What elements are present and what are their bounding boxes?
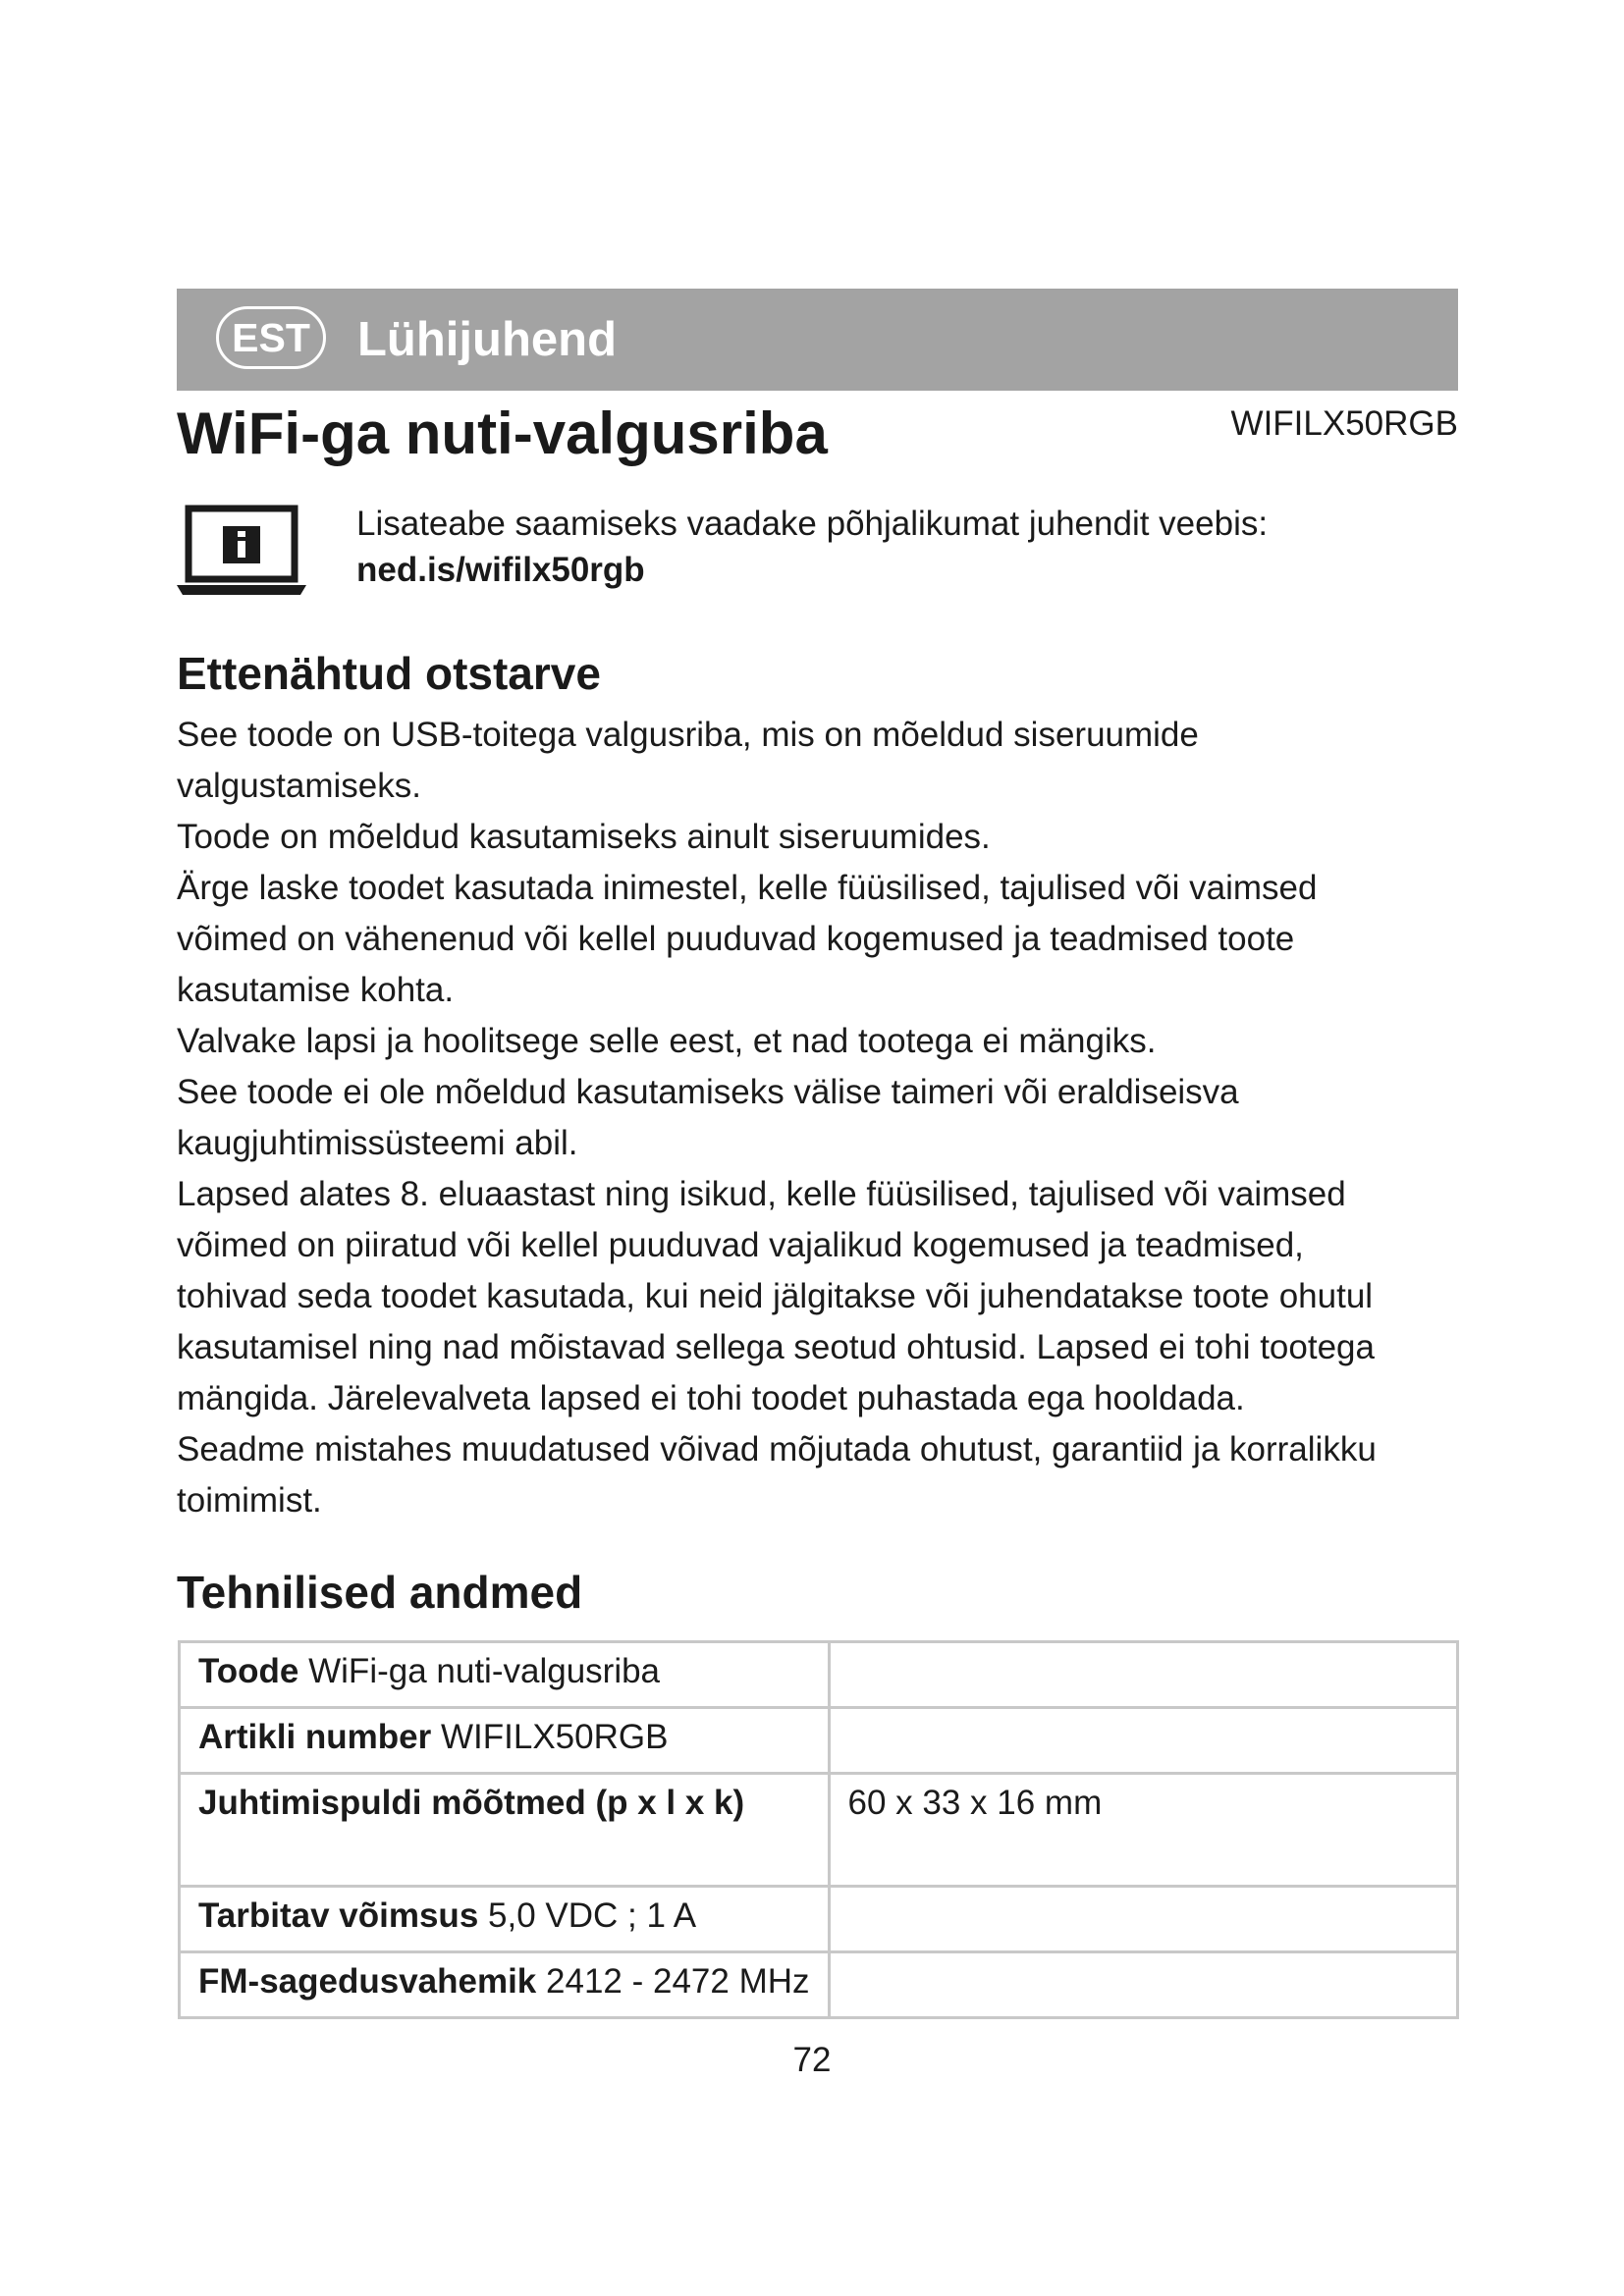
spec-label: Tarbitav võimsus: [198, 1896, 479, 1935]
body-line: kaugjuhtimissüsteemi abil.: [177, 1124, 578, 1162]
table-row: [180, 1642, 1458, 1708]
language-badge: EST: [216, 306, 326, 369]
body-line: võimed on piiratud või kellel puuduvad vajalikud kogemused ja teadmised,: [177, 1226, 1304, 1264]
table-cell: [829, 1887, 1458, 1952]
page-number: 72: [792, 2041, 832, 2079]
body-line: Ärge laske toodet kasutada inimestel, kelle füüsilised, tajulised või vaimsed: [177, 869, 1318, 907]
table-cell: [180, 1708, 830, 1774]
table-row: [180, 1708, 1458, 1774]
body-line: See toode ei ole mõeldud kasutamiseks välise taimeri või eraldiseisva: [177, 1073, 1239, 1111]
table-cell: [180, 1952, 830, 2018]
document-title: WiFi-ga nuti-valgusriba: [177, 400, 828, 466]
table-cell: 60 x 33 x 16 mm: [829, 1774, 1458, 1887]
spec-value: WIFILX50RGB: [441, 1718, 669, 1756]
spec-value: WiFi-ga nuti-valgusriba: [308, 1652, 661, 1690]
model-code: WIFILX50RGB: [1230, 404, 1458, 443]
body-line: Lapsed alates 8. eluaastast ning isikud, kelle füüsilised, tajulised või vaimsed: [177, 1175, 1346, 1213]
info-link[interactable]: ned.is/wifilx50rgb: [356, 551, 645, 589]
body-line: võimed on vähenenud või kellel puuduvad kogemused ja teadmised toote: [177, 920, 1295, 958]
body-line: toimimist.: [177, 1481, 322, 1520]
body-line: Valvake lapsi ja hoolitsege selle eest, et nad tootega ei mängiks.: [177, 1022, 1157, 1060]
table-cell: [829, 1642, 1458, 1708]
table-row: [180, 1952, 1458, 2018]
body-line: kasutamise kohta.: [177, 971, 455, 1009]
spec-label: Juhtimispuldi mõõtmed (p x l x k): [198, 1784, 745, 1822]
header-bar: [177, 289, 1458, 391]
header-title: Lühijuhend: [357, 313, 617, 366]
table-row: [180, 1774, 1458, 1887]
spec-value: 5,0 VDC ; 1 A: [488, 1896, 697, 1935]
body-line: See toode on USB-toitega valgusriba, mis on mõeldud siseruumide: [177, 716, 1199, 754]
spec-value: 2412 - 2472 MHz: [546, 1962, 810, 2001]
info-block: [356, 501, 1268, 593]
laptop-info-icon: [175, 505, 308, 597]
spec-label: Artikli number: [198, 1718, 432, 1756]
table-cell: [180, 1887, 830, 1952]
table-cell: [180, 1642, 830, 1708]
specs-heading: Tehnilised andmed: [177, 1567, 583, 1618]
body-line: Seadme mistahes muudatused võivad mõjutada ohutust, garantiid ja korralikku: [177, 1430, 1377, 1468]
body-line: Toode on mõeldud kasutamiseks ainult siseruumides.: [177, 818, 991, 856]
table-cell: [829, 1708, 1458, 1774]
spec-label: Toode: [198, 1652, 299, 1690]
body-line: valgustamiseks.: [177, 767, 421, 805]
intended-use-heading: Ettenähtud otstarve: [177, 648, 601, 699]
specs-table: [178, 1640, 1459, 2019]
table-row: [180, 1887, 1458, 1952]
intended-use-body: [177, 710, 1463, 1526]
body-line: tohivad seda toodet kasutada, kui neid jälgitakse või juhendatakse toote ohutul: [177, 1277, 1374, 1315]
body-line: kasutamisel ning nad mõistavad sellega seotud ohtusid. Lapsed ei tohi tootega: [177, 1328, 1375, 1366]
table-cell: [829, 1952, 1458, 2018]
body-line: mängida. Järelevalveta lapsed ei tohi toodet puhastada ega hooldada.: [177, 1379, 1245, 1417]
spec-label: FM-sagedusvahemik: [198, 1962, 537, 2001]
table-cell: [180, 1774, 830, 1887]
info-text: Lisateabe saamiseks vaadake põhjalikumat juhendit veebis:: [356, 505, 1269, 543]
